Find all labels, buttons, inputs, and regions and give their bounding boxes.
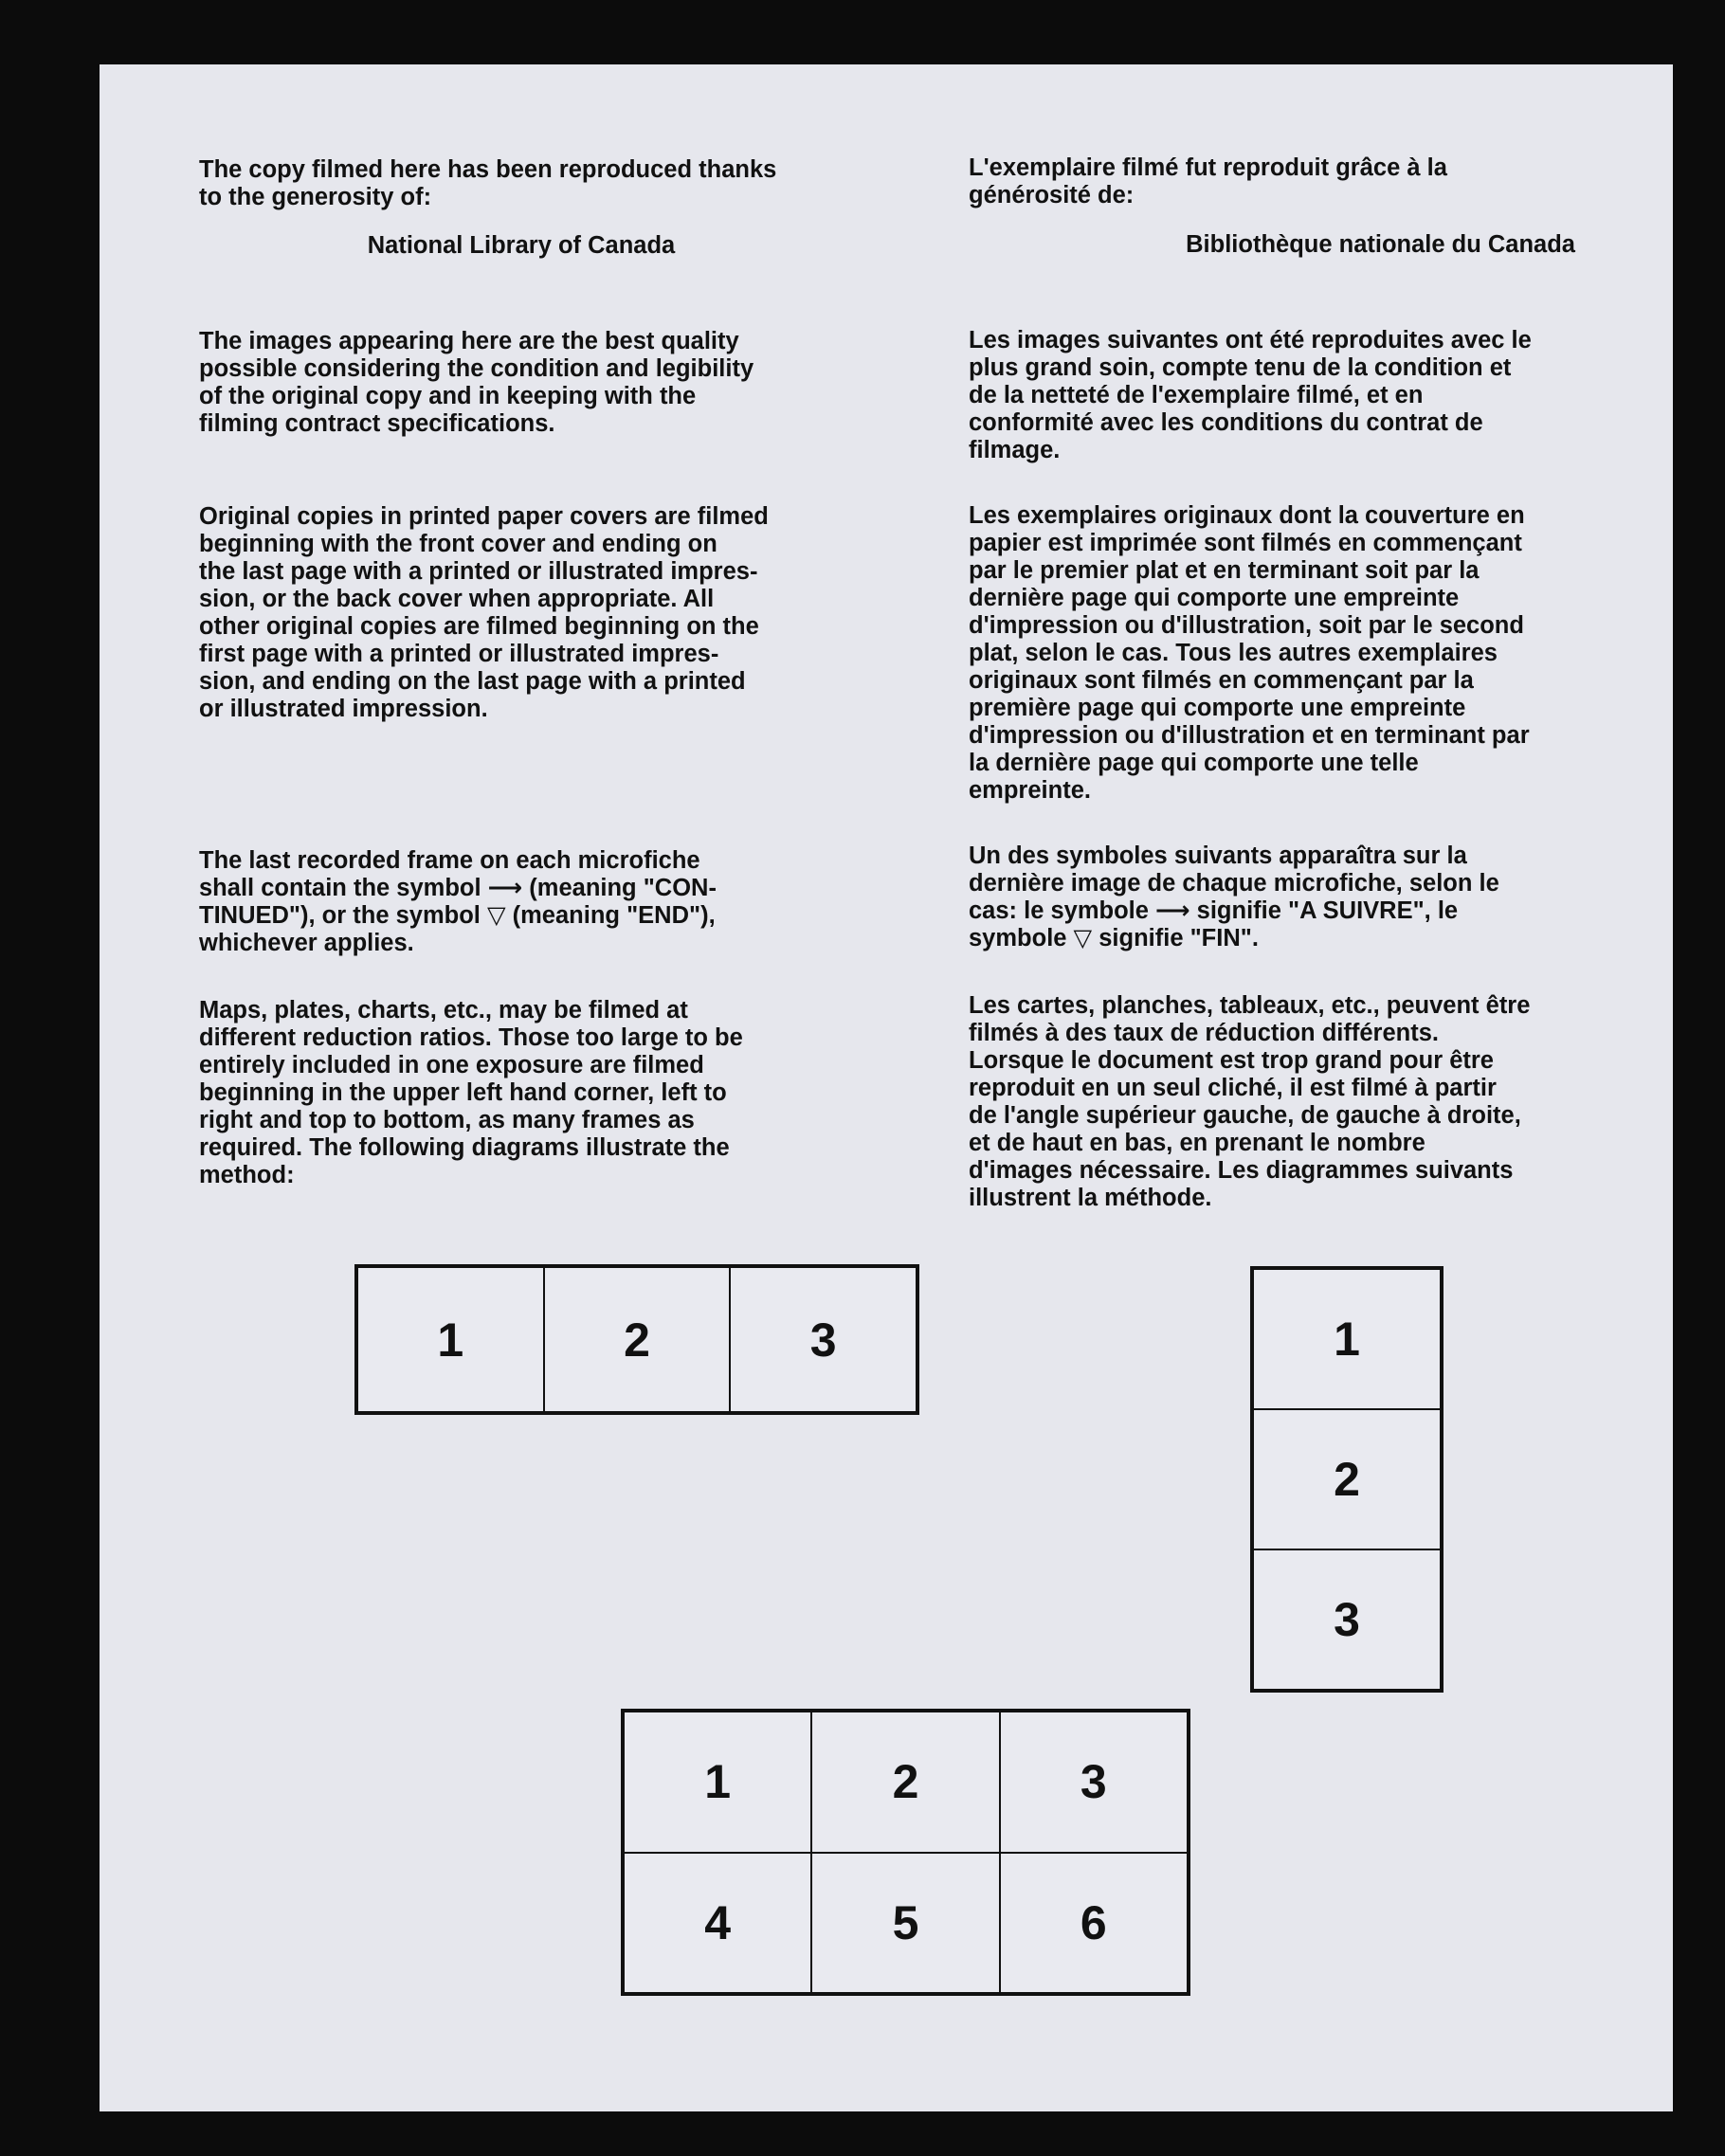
frame-cell: 3 bbox=[1000, 1712, 1188, 1853]
english-institution: National Library of Canada bbox=[367, 232, 676, 259]
english-symbols-paragraph: The last recorded frame on each microfiche shall contain the symbol ⟶ (meaning "CON- TINUED"), or the symbol ▽ (meaning "END"), whichever applies. bbox=[199, 847, 717, 956]
frame-cell: 6 bbox=[1000, 1853, 1188, 1994]
frame-cell: 1 bbox=[624, 1712, 811, 1853]
frame-cell: 1 bbox=[357, 1267, 544, 1412]
frame-cell: 1 bbox=[1253, 1269, 1441, 1409]
frame-cell: 5 bbox=[811, 1853, 999, 1994]
horizontal-frames-diagram bbox=[354, 1264, 919, 1415]
french-symbols-paragraph: Un des symboles suivants apparaîtra sur la dernière image de chaque microfiche, selon le cas: le symbole ⟶ signifie "A SUIVRE", le symbole ▽ signifie "FIN". bbox=[969, 842, 1499, 951]
frame-cell: 3 bbox=[730, 1267, 917, 1412]
french-maps-paragraph: Les cartes, planches, tableaux, etc., peuvent être filmés à des taux de réduction différents. Lorsque le document est trop grand pour être reproduit en un seul cliché, il est filmé à partir de l'angle supérieur gauche, de gauche à droite, et de haut en bas, en prenant le nombre d'images nécessaire. Les diagrammes suivants illustrent la méthode. bbox=[969, 992, 1531, 1211]
english-maps-paragraph: Maps, plates, charts, etc., may be filmed at different reduction ratios. Those too large to be entirely included in one exposure are filmed beginning in the upper left hand corner, left to right and top to bottom, as many frames as required. The following diagrams illustrate the method: bbox=[199, 997, 743, 1188]
french-intro: L'exemplaire filmé fut reproduit grâce à la générosité de: bbox=[969, 154, 1447, 208]
english-intro: The copy filmed here has been reproduced thanks to the generosity of: bbox=[199, 156, 777, 210]
french-covers-paragraph: Les exemplaires originaux dont la couverture en papier est imprimée sont filmés en commençant par le premier plat et en terminant soit par la dernière page qui comporte une empreinte d'impression ou d'illustration, soit par le second plat, selon le cas. Tous les autres exemplaires originaux sont filmés en commençant par la première page qui comporte une empreinte d'impression ou d'illustration et en terminant par la dernière page qui comporte une telle empreinte. bbox=[969, 502, 1530, 804]
french-quality-paragraph: Les images suivantes ont été reproduites avec le plus grand soin, compte tenu de la condition et de la netteté de l'exemplaire filmé, et en conformité avec les conditions du contrat de filmage. bbox=[969, 327, 1532, 463]
frame-cell: 2 bbox=[811, 1712, 999, 1853]
frame-cell: 2 bbox=[544, 1267, 731, 1412]
frame-cell: 4 bbox=[624, 1853, 811, 1994]
english-quality-paragraph: The images appearing here are the best quality possible considering the condition and legibility of the original copy and in keeping with the filming contract specifications. bbox=[199, 328, 754, 437]
english-covers-paragraph: Original copies in printed paper covers are filmed beginning with the front cover and ending on the last page with a printed or illustrated impres- sion, or the back cover when appropriate. All other original copies are filmed beginning on the first page with a printed or illustrated impres- sion, and ending on the last page with a printed or illustrated impression. bbox=[199, 503, 769, 722]
frame-cell: 3 bbox=[1253, 1549, 1441, 1690]
grid-frames-diagram bbox=[621, 1709, 1190, 1996]
frame-cell: 2 bbox=[1253, 1409, 1441, 1549]
french-institution: Bibliothèque nationale du Canada bbox=[1186, 231, 1575, 258]
vertical-frames-diagram bbox=[1250, 1266, 1444, 1693]
